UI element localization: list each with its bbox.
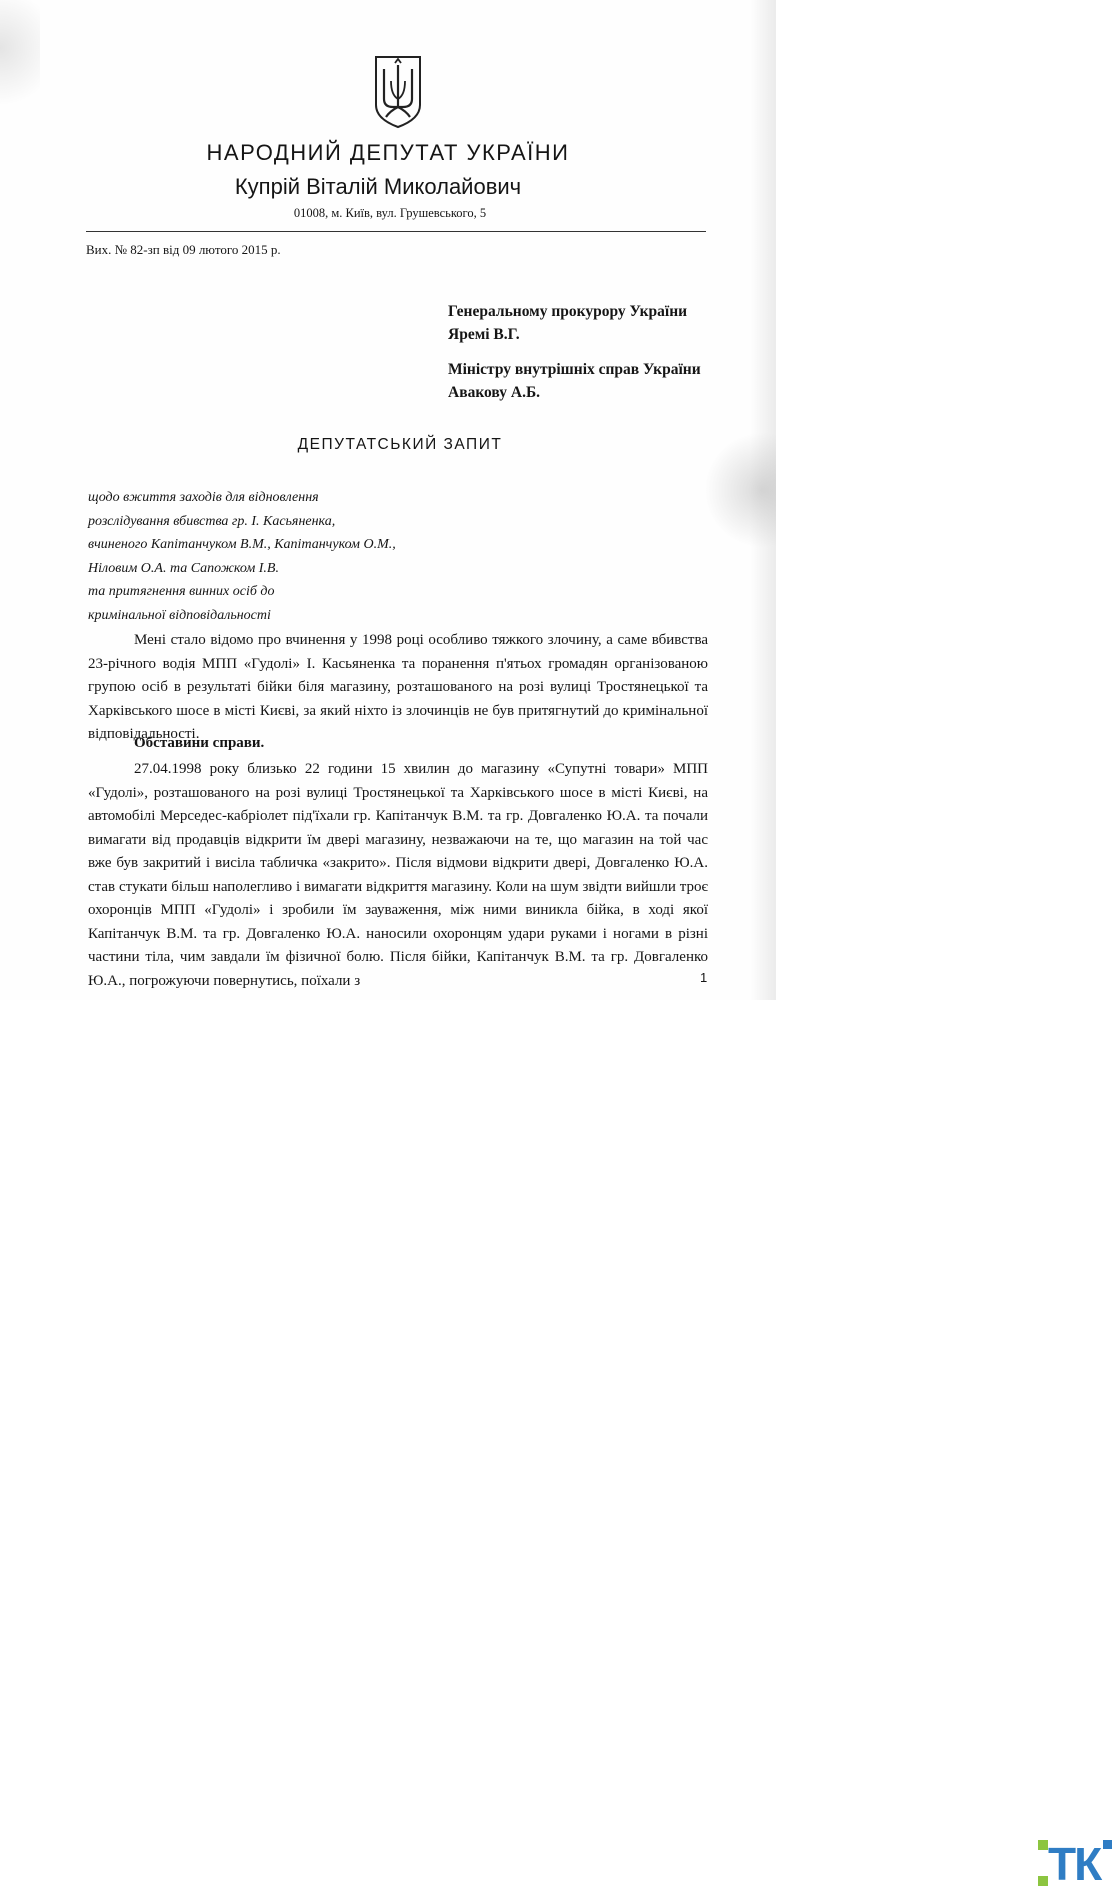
logo-square-icon xyxy=(1038,1876,1048,1886)
body-paragraph: Мені стало відомо про вчинення у 1998 році особливо тяжкого злочину, а саме вбивства 23-річного водія МПП «Гудолі» І. Касьяненка та поранення п'ятьох громадян організованою групою осіб в результаті бійки біля магазину, розташованого на розі вулиці Тростянецької та Харківського шосе в місті Києві, за який ніхто із злочинців не був притягнутий до кримінальної відповідальності. xyxy=(88,632,708,742)
addressee-name: Яремі В.Г. xyxy=(448,326,520,343)
subject-line: щодо вжиття заходів для відновлення xyxy=(88,490,319,505)
addressee-prosecutor xyxy=(448,300,687,346)
scan-smudge xyxy=(0,0,40,120)
request-title: ДЕПУТАТСЬКИЙ ЗАПИТ xyxy=(297,436,503,453)
page-number: 1 xyxy=(700,970,708,985)
logo-square-icon xyxy=(1038,1840,1048,1850)
watermark-text: ТК xyxy=(1048,1838,1101,1890)
addressee-minister xyxy=(448,358,701,404)
deputy-title: НАРОДНИЙ ДЕПУТАТ УКРАЇНИ xyxy=(206,140,570,165)
subject-line: розслідування вбивства гр. І. Касьяненка, xyxy=(88,513,336,529)
watermark-logo xyxy=(518,916,1101,1890)
subject-line: кримінальної відповідальності xyxy=(88,607,271,623)
subject-line: та притягнення винних осіб до xyxy=(88,584,275,599)
deputy-address: 01008, м. Київ, вул. Грушевського, 5 xyxy=(293,206,487,220)
subject-line: вчиненого Капітанчуком В.М., Капітанчуком О.М., xyxy=(88,537,396,552)
deputy-name: Купрій Віталій Миколайович xyxy=(234,174,522,199)
addressee-name: Авакову А.Б. xyxy=(448,384,541,401)
addressee-position: Генеральному прокурору України xyxy=(448,303,688,320)
header-divider xyxy=(86,231,706,232)
logo-square-icon xyxy=(1103,1840,1112,1849)
circumstances-heading: Обставини справи. xyxy=(134,735,265,751)
outgoing-number: Вих. № 82-зп від 09 лютого 2015 р. xyxy=(86,242,281,257)
trident-emblem-icon xyxy=(373,55,423,129)
request-subject xyxy=(88,486,396,627)
subject-line: Ніловим О.А. та Сапожком І.В. xyxy=(88,560,279,576)
addressee-position: Міністру внутрішніх справ України xyxy=(448,361,701,378)
body-paragraph: 27.04.1998 року близько 22 години 15 хвилин до магазину «Супутні товари» МПП «Гудолі», розташованого на розі вулиці Тростянецької та Харківського шосе в місті Києві, на автомобілі Мерседес-кабріолет під'їхали гр. Капітанчук В.М. та гр. Довгаленко Ю.А. та почали вимагати від продавців відкрити їм двері магазину, незважаючи на те, що магазин на той час вже був закритий і висіла табличка «закрито». Після відмови відкрити двері, Довгаленко Ю.А. став стукати більш наполегливо і вимагати відкриття магазину. Коли на шум звідти вийшли троє охоронців МПП «Гудолі» і зробили їм зауваження, між ними виникла бійка, в ході якої Капітанчук В.М. та гр. Довгаленко Ю.А. наносили охоронцям удари руками і ногами в різні частини тіла, чим завдали їм фізичної болю. Після бійки, Капітанчук В.М. та гр. Довгаленко Ю.А., погрожуючи повернутись, поїхали з xyxy=(88,761,708,989)
